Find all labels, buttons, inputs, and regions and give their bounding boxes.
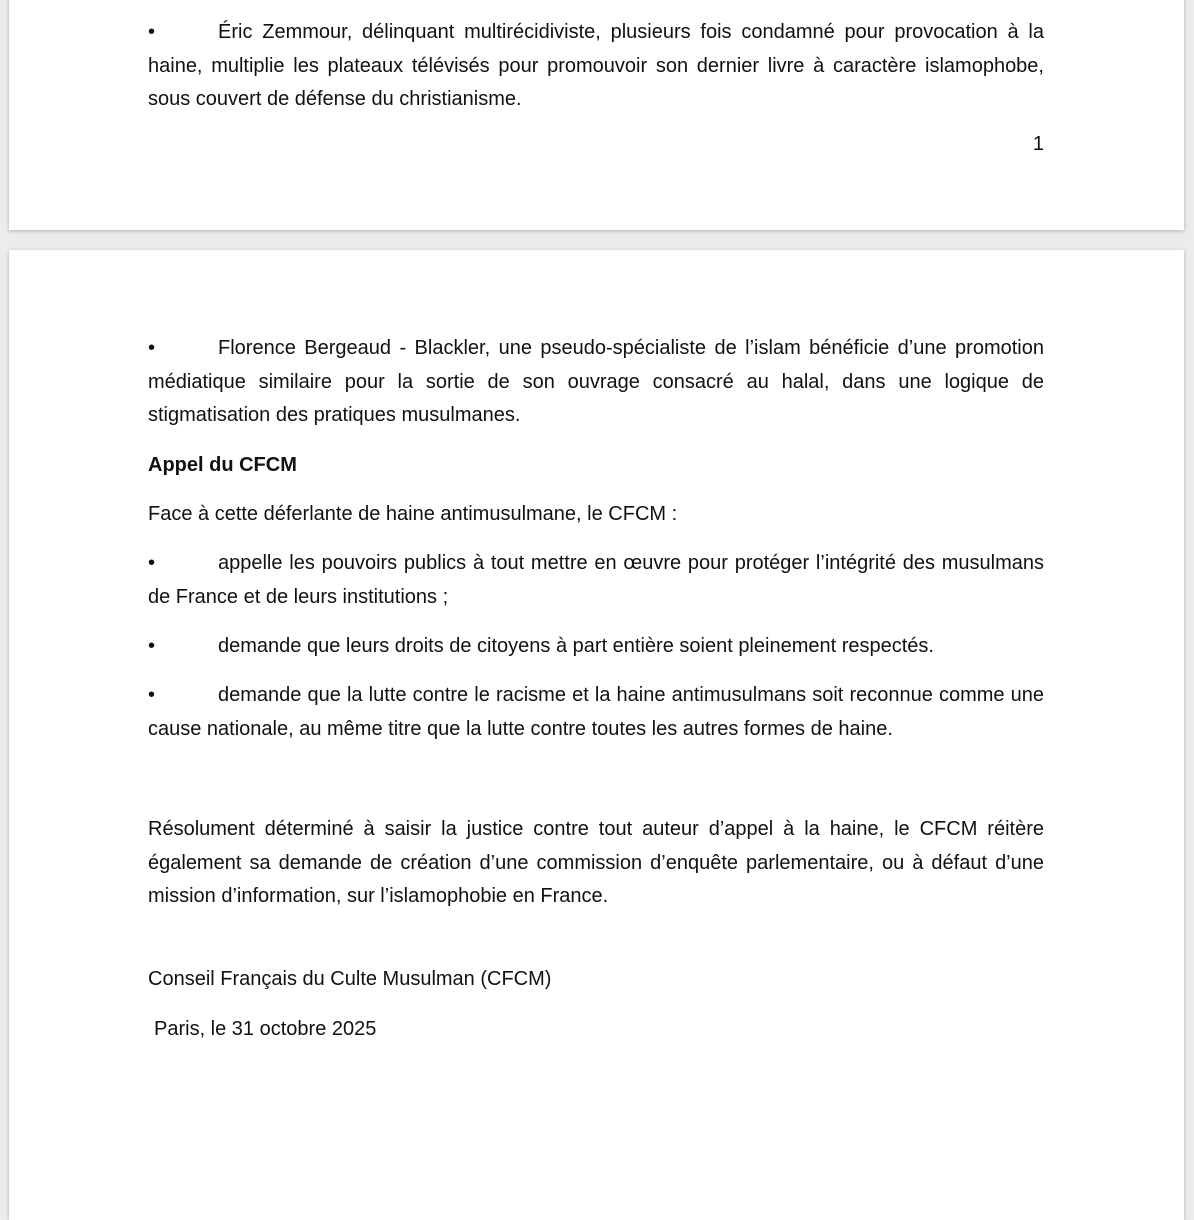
- demand-text: appelle les pouvoirs publics à tout mettre en œuvre pour protéger l’intégrité des musulmans de France et de leurs institutions ;: [148, 552, 1044, 608]
- document-page-1: [9, 0, 1184, 230]
- bullet-marker: •: [148, 635, 156, 657]
- intro-paragraph: Face à cette déferlante de haine antimusulmane, le CFCM :: [148, 503, 678, 525]
- bullet-text: Éric Zemmour, délinquant multirécidiviste, plusieurs fois condamné pour provocation à la haine, multiplie les plateaux télévisés pour promouvoir son dernier livre à caractère islamophobe, sous couvert de défense du christianisme.: [148, 21, 1044, 110]
- demand-text: demande que la lutte contre le racisme et la haine antimusulmans soit reconnue comme une cause nationale, au même titre que la lutte contre toutes les autres formes de haine.: [148, 684, 1044, 740]
- date-line: Paris, le 31 octobre 2025: [154, 1018, 377, 1040]
- bullet-paragraph-bergeaud: [148, 332, 1044, 433]
- demand-item-protection: [148, 547, 1044, 614]
- bullet-marker: •: [148, 21, 156, 43]
- demand-text: demande que leurs droits de citoyens à part entière soient pleinement respectés.: [218, 635, 934, 657]
- signature: Conseil Français du Culte Musulman (CFCM): [148, 968, 552, 990]
- page-number: 1: [1032, 133, 1044, 155]
- demand-item-rights: [148, 630, 1044, 664]
- document-page-2: [9, 250, 1184, 1220]
- section-heading: Appel du CFCM: [148, 454, 297, 476]
- bullet-text: Florence Bergeaud - Blackler, une pseudo-spécialiste de l’islam bénéficie d’une promotion médiatique similaire pour la sortie de son ouvrage consacré au halal, dans une logique de stigmatisation des pratiques musulmanes.: [148, 337, 1044, 426]
- bullet-marker: •: [148, 337, 156, 359]
- bullet-paragraph-zemmour: [148, 16, 1044, 117]
- closing-paragraph: Résolument déterminé à saisir la justice contre tout auteur d’appel à la haine, le CFCM réitère également sa demande de création d’une commission d’enquête parlementaire, ou à défaut d’une mission d’information, sur l’islamophobie en France.: [148, 818, 1044, 907]
- bullet-marker: •: [148, 552, 156, 574]
- bullet-marker: •: [148, 684, 156, 706]
- demand-item-national-cause: [148, 679, 1044, 746]
